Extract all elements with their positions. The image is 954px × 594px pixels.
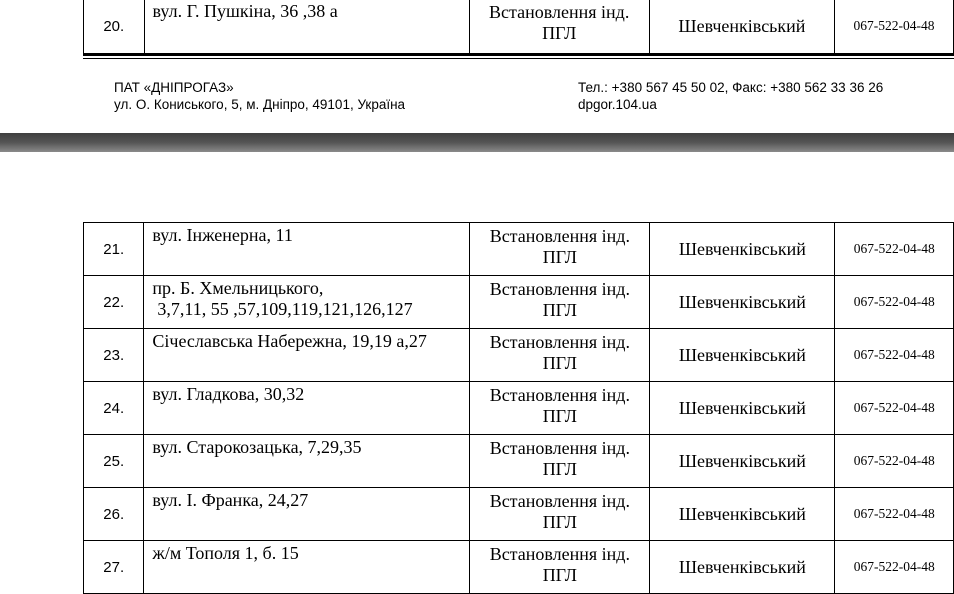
work-type-line: Встановлення інд. [489,226,630,246]
work-type-line: Встановлення інд. [489,491,630,511]
table-row [84,223,954,276]
footer-rule-thin [83,58,954,59]
work-type-cell [470,223,650,276]
work-type-cell [470,488,650,541]
address-cell [144,329,470,382]
address-cell [144,223,470,276]
address-cell [144,276,470,329]
district-cell: Шевченківський [650,276,835,329]
table-row [84,541,954,594]
work-type-line: ПГЛ [542,406,577,426]
footer-rule-thick [83,53,954,56]
address-cell [144,541,470,594]
address-line: пр. Б. Хмельницького, [152,278,324,298]
footer-right [578,79,883,113]
work-type-cell [470,329,650,382]
address-line: 3,7,11, 55 ,57,109,119,121,126,127 [157,299,413,319]
phone-cell: 067-522-04-48 [835,541,954,594]
footer-contacts: Тел.: +380 567 45 50 02, Факс: +380 562 33 36 26 [578,80,884,95]
schedule-table [83,222,954,594]
table-row [84,329,954,382]
phone-cell: 067-522-04-48 [835,382,954,435]
work-type-cell [470,435,650,488]
address-cell [144,382,470,435]
work-type-line: ПГЛ [542,23,577,43]
phone-cell: 067-522-04-48 [835,276,954,329]
schedule-table-top [83,0,954,54]
phone-cell: 067-522-04-48 [835,223,954,276]
work-type-line: Встановлення інд. [489,385,630,405]
address-line: вул. Г. Пушкіна, 36 ,38 а [152,1,338,21]
address-cell [144,0,469,54]
phone-cell: 067-522-04-48 [835,488,954,541]
address-line: вул. І. Франка, 24,27 [152,490,309,510]
district-cell: Шевченківський [650,541,835,594]
address-line: вул. Гладкова, 30,32 [152,384,305,404]
table-row [84,435,954,488]
row-number: 22. [84,276,144,329]
work-type-cell [470,382,650,435]
footer-company: ПАТ «ДНІПРОГАЗ» [114,80,234,95]
phone-cell: 067-522-04-48 [835,329,954,382]
district-cell: Шевченківський [650,329,835,382]
work-type-line: Встановлення інд. [489,279,630,299]
district-cell: Шевченківський [650,382,835,435]
work-type-cell [470,276,650,329]
address-line: вул. Інженерна, 11 [152,225,293,245]
work-type-line: ПГЛ [542,247,577,267]
phone-cell: 067-522-04-48 [835,0,954,54]
address-line: ж/м Тополя 1, б. 15 [152,543,299,563]
work-type-cell [469,0,649,54]
work-type-line: Встановлення інд. [489,544,630,564]
district-cell: Шевченківський [650,435,835,488]
row-number: 23. [84,329,144,382]
work-type-line: ПГЛ [542,353,577,373]
work-type-line: Встановлення інд. [489,2,630,22]
address-cell [144,435,470,488]
page-separator [0,133,954,152]
work-type-line: ПГЛ [542,565,577,585]
row-number: 21. [84,223,144,276]
work-type-line: Встановлення інд. [489,438,630,458]
row-number: 27. [84,541,144,594]
row-number: 26. [84,488,144,541]
district-cell: Шевченківський [650,223,835,276]
work-type-line: ПГЛ [542,300,577,320]
footer-left [114,79,405,113]
phone-cell: 067-522-04-48 [835,435,954,488]
work-type-cell [470,541,650,594]
work-type-line: ПГЛ [542,459,577,479]
footer-address: ул. О. Кониського, 5, м. Дніпро, 49101, Україна [114,97,406,112]
row-number: 20. [84,0,145,54]
footer-website: dpgor.104.ua [578,97,657,112]
table-row [84,488,954,541]
table-row [84,276,954,329]
table-row [84,382,954,435]
table-row [84,0,954,54]
work-type-line: ПГЛ [542,512,577,532]
district-cell: Шевченківський [649,0,834,54]
district-cell: Шевченківський [650,488,835,541]
address-cell [144,488,470,541]
address-line: вул. Старокозацька, 7,29,35 [152,437,362,457]
address-line: Січеславська Набережна, 19,19 а,27 [152,331,427,351]
row-number: 24. [84,382,144,435]
work-type-line: Встановлення інд. [489,332,630,352]
row-number: 25. [84,435,144,488]
